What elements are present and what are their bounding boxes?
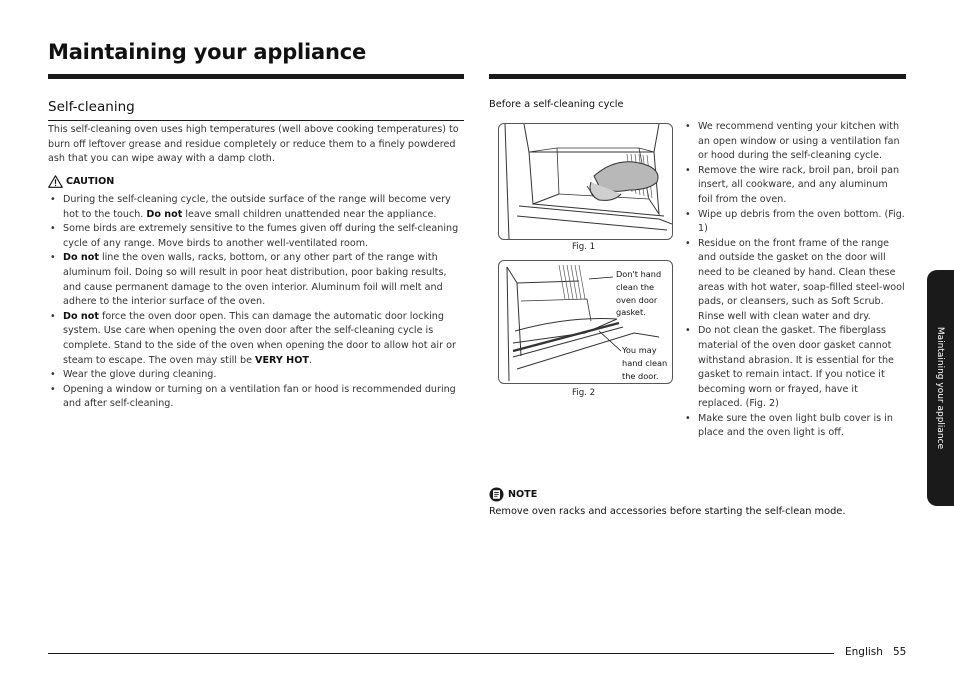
caution-item: • Do not line the oven walls, racks, bottom, or any other part of the range with aluminum foil. Doing so will result in poor heat distribution, poor baking results, and cause permanent damage to the oven interior. Aluminum foil will melt and adhere to the interior surface of the oven. <box>48 251 466 309</box>
note-label: NOTE <box>508 489 538 500</box>
caution-item: • Wear the glove during cleaning. <box>48 368 466 383</box>
caution-item: • Do not force the oven door open. This can damage the automatic door locking system. Use care when opening the oven door after the self-cleaning cycle is complete. Stand to the side of the oven when opening the door to allow hot air or steam to escape. The oven may still be VERY HOT. <box>48 310 466 368</box>
warning-triangle-icon <box>48 175 63 188</box>
sub-heading: Before a self-cleaning cycle <box>489 99 624 110</box>
list-item: • We recommend venting your kitchen with an open window or using a ventilation fan or hood during the self-cleaning cycle. <box>683 120 905 164</box>
page-title: Maintaining your appliance <box>48 40 367 64</box>
side-tab <box>927 270 954 506</box>
callout-door: You may hand clean the door. <box>622 345 668 381</box>
page-number: 55 <box>893 646 907 658</box>
caution-item: • Some birds are extremely sensitive to the fumes given off during the self-cleaning cycle of any range. Move birds to another well-ventilated room. <box>48 222 466 251</box>
title-rule-right <box>489 74 906 79</box>
footer-rule <box>48 653 834 654</box>
figure-2-caption: Fig. 2 <box>572 388 596 398</box>
list-item: • Do not clean the gasket. The fiberglass material of the oven door gasket cannot withstand abrasion. It is essential for the gasket to remain intact. If you notice it becoming worn or frayed, have it replaced. (Fig. 2) <box>683 324 905 412</box>
note-text: Remove oven racks and accessories before starting the self-clean mode. <box>489 506 846 517</box>
caution-label: CAUTION <box>66 176 115 187</box>
caution-heading <box>48 175 114 188</box>
list-item: • Wipe up debris from the oven bottom. (Fig. 1) <box>683 208 905 237</box>
section-rule <box>48 120 464 121</box>
figure-1-wiping-oven <box>498 123 673 240</box>
section-heading: Self-cleaning <box>48 99 135 115</box>
callout-gasket: Don't hand clean the oven door gasket. <box>616 269 662 318</box>
caution-item: • During the self-cleaning cycle, the outside surface of the range will become very hot to the touch. Do not leave small children unattended near the appliance. <box>48 193 466 222</box>
list-item: • Make sure the oven light bulb cover is in place and the oven light is off. <box>683 412 905 441</box>
figure-1-caption: Fig. 1 <box>572 242 596 252</box>
title-rule-left <box>48 74 464 79</box>
list-item: • Remove the wire rack, broil pan, broil pan insert, all cookware, and any aluminum foil from the oven. <box>683 164 905 208</box>
caution-item: • Opening a window or turning on a ventilation fan or hood is recommended during and after self-cleaning. <box>48 383 466 412</box>
oven-wipe-illustration <box>499 124 672 239</box>
side-tab-label: Maintaining your appliance <box>935 326 945 450</box>
note-heading <box>489 487 537 502</box>
footer-language: English <box>845 646 883 658</box>
preparation-list <box>683 120 905 441</box>
list-item: • Residue on the front frame of the range and outside the gasket on the door will need to be cleaned by hand. Clean these areas with hot water, soap-filled steel-wool pads, or cleansers, such as Soft Scrub. Rinse well with clean water and dry. <box>683 237 905 325</box>
intro-paragraph: This self-cleaning oven uses high temperatures (well above cooking temperatures) to burn off leftover grease and residue completely or reduce them to a finely powdered ash that you can wipe away with a damp cloth. <box>48 124 459 165</box>
note-icon <box>489 487 504 502</box>
caution-list <box>48 193 466 412</box>
